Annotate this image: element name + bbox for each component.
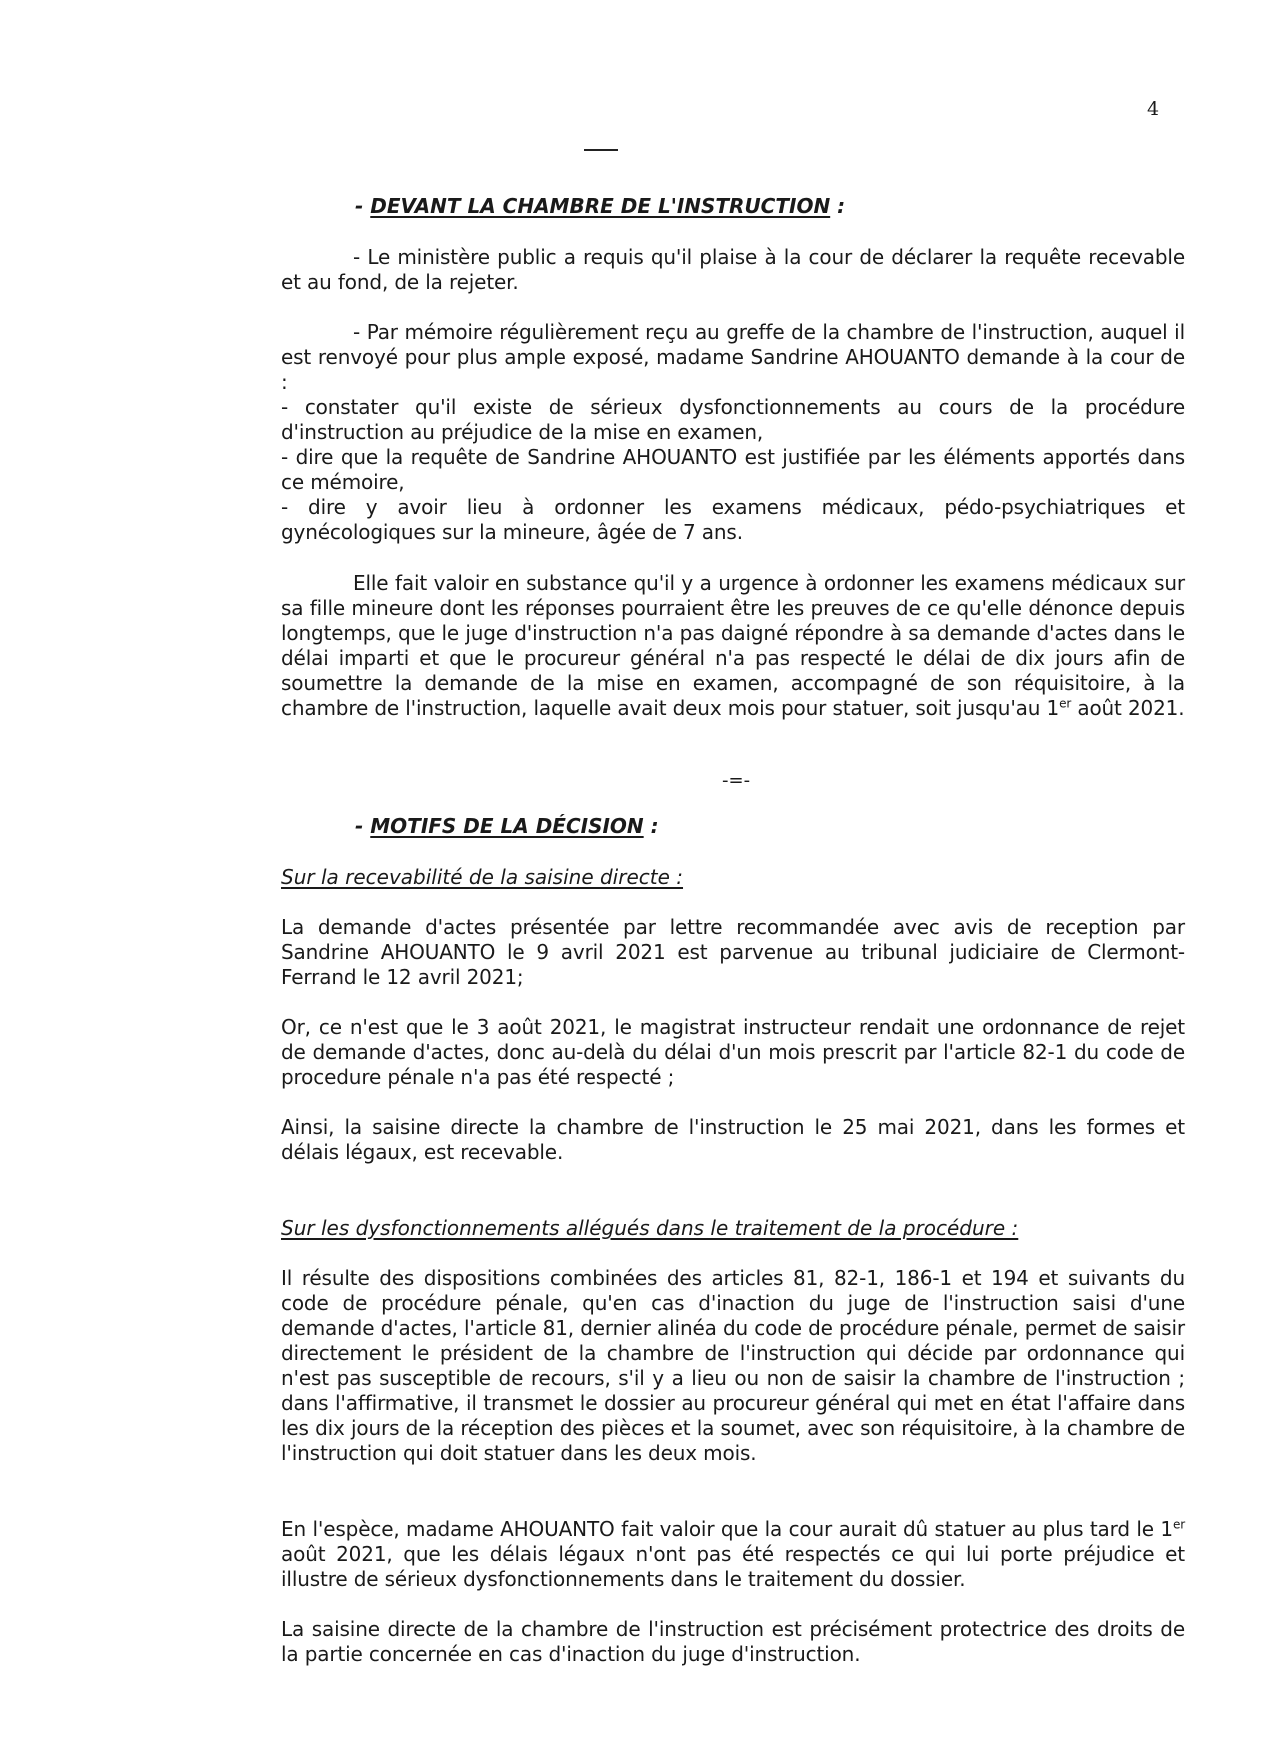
text-run: En l'espèce, madame AHOUANTO fait valoir que la cour aurait dû statuer au plus tard le 1 [281,1517,1173,1541]
heading-prefix: - [355,194,371,218]
memoire-item: - dire y avoir lieu à ordonner les examens médicaux, pédo-psychiatriques et gynécologiques sur la mineure, âgée de 7 ans. [281,495,1185,544]
text-run: août 2021. [1071,696,1185,720]
paragraph-saisine-protectrice: La saisine directe de la chambre de l'instruction est précisément protectrice des droits de la partie concernée en cas d'inaction du juge d'instruction. [281,1617,1185,1666]
paragraph-dispositions-combinees: Il résulte des dispositions combinées des articles 81, 82-1, 186-1 et 194 et suivants du code de procédure pénale, qu'en cas d'inaction du juge de l'instruction saisi d'une demande d'actes, l'article 81, dernier alinéa du code de procédure pénale, permet de saisir directement le président de la chambre de l'instruction qui décide par ordonnance qui n'est pas susceptible de recours, s'il y a lieu ou non de saisir la chambre de l'instruction ; dans l'affirmative, il transmet le dossier au procureur général qui met en état l'affaire dans les dix jours de la réception des pièces et la soumet, avec son réquisitoire, à la chambre de l'instruction qui doit statuer dans les deux mois. [281,1266,1185,1465]
heading-prefix: - [355,814,371,838]
superscript: er [1059,696,1072,711]
paragraph-en-lespece [281,1517,1185,1592]
text-run: Elle fait valoir en substance qu'il y a urgence à ordonner les examens médicaux sur sa fille mineure dont les réponses pourraient être les preuves de ce qu'elle dénonce depuis longtemps, que le juge d'instruction n'a pas daigné répondre à sa demande d'actes dans le délai imparti et que le procureur général n'a pas respecté le délai de dix jours afin de soumettre la demande de la mise en examen, accompagné de son réquisitoire, à la chambre de l'instruction, laquelle avait deux mois pour statuer, soit jusqu'au 1 [281,571,1185,720]
paragraph-ordonnance-rejet: Or, ce n'est que le 3 août 2021, le magistrat instructeur rendait une ordonnance de rejet de demande d'actes, donc au-delà du délai d'un mois prescrit par l'article 82-1 du code de procedure pénale n'a pas été respecté ; [281,1015,1185,1089]
heading-motifs-decision [355,814,659,839]
superscript: er [1172,1517,1185,1532]
paragraph-demande-actes: La demande d'actes présentée par lettre recommandée avec avis de reception par Sandrine AHOUANTO le 9 avril 2021 est parvenue au tribunal judiciaire de Clermont-Ferrand le 12 avril 2021; [281,915,1185,989]
top-dash-mark [584,149,618,151]
paragraph-memoire [281,320,1185,545]
heading-title: MOTIFS DE LA DÉCISION [370,814,644,838]
subheading-recevabilite: Sur la recevabilité de la saisine directe : [281,865,684,889]
page-number: 4 [1147,98,1160,120]
memoire-item: - dire que la requête de Sandrine AHOUANTO est justifiée par les éléments apportés dans ce mémoire, [281,445,1185,494]
heading-suffix: : [643,814,659,838]
text-run: août 2021, que les délais légaux n'ont pas été respectés ce qui lui porte préjudice et illustre de sérieux dysfonctionnements dans le traitement du dossier. [281,1542,1185,1591]
heading-devant-la-chambre [355,194,845,219]
paragraph-ministere-public: - Le ministère public a requis qu'il plaise à la cour de déclarer la requête recevable et au fond, de la rejeter. [281,245,1185,294]
memoire-intro: - Par mémoire régulièrement reçu au greffe de la chambre de l'instruction, auquel il est renvoyé pour plus ample exposé, madame Sandrine AHOUANTO demande à la cour de : [281,320,1185,394]
subheading-dysfonctionnements: Sur les dysfonctionnements allégués dans le traitement de la procédure : [281,1216,1019,1240]
heading-suffix: : [830,194,846,218]
heading-title: DEVANT LA CHAMBRE DE L'INSTRUCTION [370,194,831,218]
memoire-item: - constater qu'il existe de sérieux dysfonctionnements au cours de la procédure d'instruction au préjudice de la mise en examen, [281,395,1185,444]
section-separator: -=- [722,770,751,791]
paragraph-elle-fait-valoir [281,571,1185,721]
paragraph-saisine-recevable: Ainsi, la saisine directe la chambre de l'instruction le 25 mai 2021, dans les formes et délais légaux, est recevable. [281,1115,1185,1164]
